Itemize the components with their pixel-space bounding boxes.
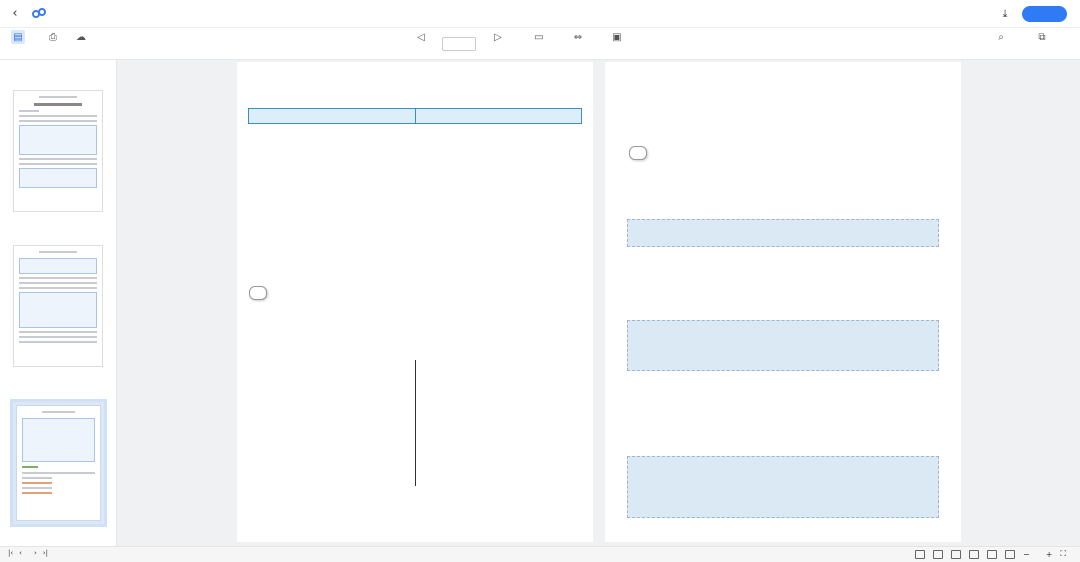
operator-table [248, 108, 582, 124]
page-11 [605, 62, 961, 542]
save-button[interactable] [1022, 6, 1067, 22]
prev-page-icon[interactable]: ‹ [19, 549, 22, 557]
page-input[interactable] [442, 37, 476, 51]
next-page-button[interactable] [491, 30, 505, 45]
table-header [415, 109, 582, 124]
single-page-view-icon[interactable] [915, 550, 925, 559]
fullscreen-icon[interactable]: ⛶ [1060, 549, 1066, 558]
printer-icon: ⎙ [49, 31, 57, 43]
actual-size-icon: ▭ [534, 31, 544, 43]
fit-width-button[interactable] [571, 30, 585, 45]
status-bar [0, 546, 1080, 562]
layout-view-icon[interactable] [1005, 550, 1015, 559]
pdf-to-word-button[interactable] [1035, 30, 1049, 45]
toc-button[interactable] [11, 30, 25, 45]
circle-right-icon: ▷ [494, 31, 502, 43]
view-controls [915, 549, 1066, 559]
title-bar [0, 0, 1080, 28]
print-button[interactable] [46, 30, 60, 45]
zoom-in-icon[interactable]: + [1045, 549, 1053, 559]
fit-page-button[interactable] [610, 30, 624, 45]
double-page-view-icon[interactable] [933, 550, 943, 559]
code-block [627, 456, 939, 518]
fit-width-view-icon[interactable] [987, 550, 997, 559]
document-viewer [118, 60, 1080, 546]
page-10 [237, 62, 593, 542]
actual-size-button[interactable] [532, 30, 546, 45]
search-icon: ⌕ [998, 31, 1004, 43]
circle-left-icon: ◁ [417, 31, 425, 43]
zoom-out-icon[interactable]: − [1022, 549, 1030, 559]
convert-icon: ⧉ [1038, 31, 1046, 43]
back-arrow-icon[interactable]: ‹ [12, 6, 18, 21]
toc-icon: ▤ [11, 30, 25, 44]
first-page-icon[interactable]: |‹ [8, 549, 14, 557]
last-page-icon[interactable]: ›| [42, 549, 48, 557]
prev-page-button[interactable] [414, 30, 428, 45]
vocab-divider [415, 360, 416, 486]
code-block [627, 320, 939, 371]
fit-width-icon: ⇔ [573, 31, 583, 43]
next-page-icon[interactable]: › [33, 549, 37, 557]
vocab-section-title [249, 286, 267, 300]
bottom-page-nav [8, 549, 48, 557]
fit-page-icon: ▣ [612, 31, 622, 43]
must-learn-title [629, 146, 647, 160]
cloud-icon: ☁ [76, 31, 86, 43]
app-logo-icon [32, 8, 48, 20]
search-button[interactable] [994, 30, 1008, 45]
fit-page-view-icon[interactable] [969, 550, 979, 559]
page-indicator [442, 37, 476, 51]
thumbnail-page-9[interactable] [13, 90, 103, 212]
thumbnail-page-10-selected[interactable] [10, 399, 107, 527]
cloud-print-button[interactable] [74, 30, 88, 45]
toolbar [0, 28, 1080, 60]
code-block [627, 219, 939, 247]
thumbnail-page-10-prev[interactable] [13, 245, 103, 367]
thumbnail-sidebar [0, 60, 117, 546]
download-icon[interactable]: ⤓ [1002, 7, 1008, 20]
table-header [249, 109, 416, 124]
continuous-view-icon[interactable] [951, 550, 961, 559]
